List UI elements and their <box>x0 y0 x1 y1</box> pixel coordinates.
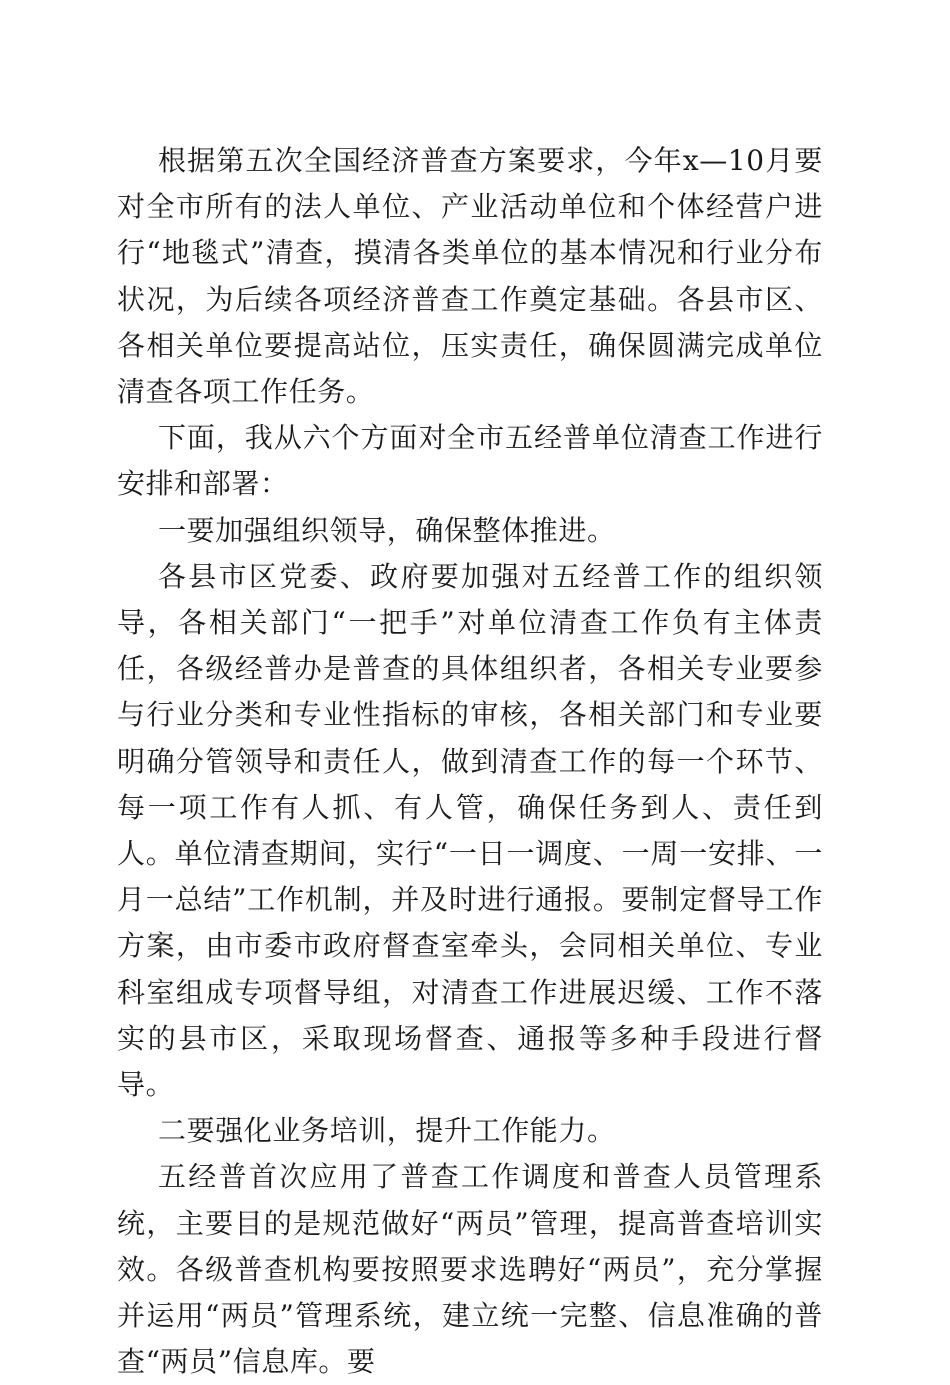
paragraph-section-1: 各县市区党委、政府要加强对五经普工作的组织领导，各相关部门“一把手”对单位清查工作负有主体责任，各级经普办是普查的具体组织者，各相关专业要参与行业分类和专业性指标的审核，各相关部门和专业要明确分管领导和责任人，做到清查工作的每一个环节、每一项工作有人抓、有人管，确保任务到人、责任到人。单位清查期间，实行“一日一调度、一周一安排、一月一总结”工作机制，并及时进行通报。要制定督导工作方案，由市委市政府督查室牵头，会同相关单位、专业科室组成专项督导组，对清查工作进展迟缓、工作不落实的县市区，采取现场督查、通报等多种手段进行督导。 <box>117 559 823 1102</box>
paragraph-section-2: 五经普首次应用了普查工作调度和普查人员管理系统，主要目的是规范做好“两员”管理，提高普查培训实效。各级普查机构要按照要求选聘好“两员”，充分掌握并运用“两员”管理系统，建立统一完整、信息准确的普查“两员”信息库。要 <box>117 1160 823 1379</box>
paragraph-intro: 根据第五次全国经济普查方案要求，今年x—10月要对全市所有的法人单位、产业活动单位和个体经营户进行“地毯式”清查，摸清各类单位的基本情况和行业分布状况，为后续各项经济普查工作奠定基础。各县市区、各相关单位要提高站位，压实责任，确保圆满完成单位清查各项工作任务。 <box>117 144 823 409</box>
section-heading-1: 一要加强组织领导，确保整体推进。 <box>158 513 616 547</box>
section-heading-2: 二要强化业务培训，提升工作能力。 <box>158 1114 616 1148</box>
paragraph-overview: 下面，我从六个方面对全市五经普单位清查工作进行安排和部署： <box>117 421 823 501</box>
document-body <box>117 138 823 1385</box>
